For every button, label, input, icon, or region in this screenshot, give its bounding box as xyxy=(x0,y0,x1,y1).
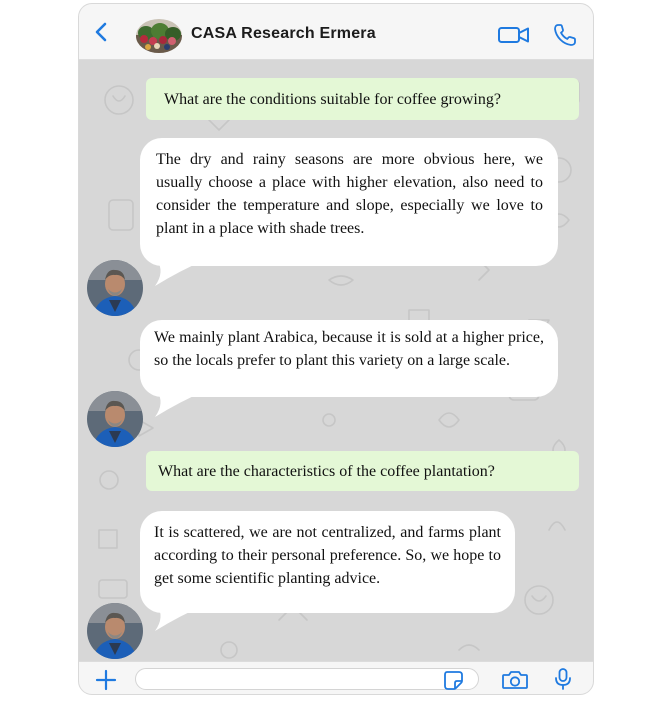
bubble-tail xyxy=(151,391,211,419)
sender-avatar[interactable] xyxy=(87,391,143,447)
camera-icon[interactable] xyxy=(501,670,529,690)
bubble-tail xyxy=(151,605,211,633)
contact-name[interactable]: CASA Research Ermera xyxy=(191,25,376,42)
message-bubble-outgoing[interactable] xyxy=(146,451,579,491)
message-input[interactable] xyxy=(135,668,479,690)
chevron-left-icon[interactable] xyxy=(91,21,113,43)
message-bubble-incoming[interactable] xyxy=(140,320,558,397)
message-bubble-outgoing[interactable] xyxy=(146,78,579,120)
video-camera-icon[interactable] xyxy=(497,24,531,46)
sticker-icon[interactable] xyxy=(443,670,465,690)
sender-avatar[interactable] xyxy=(87,260,143,316)
message-bubble-incoming[interactable] xyxy=(140,138,558,266)
bubble-tail xyxy=(151,260,211,288)
composer-bar xyxy=(79,661,593,695)
chat-header xyxy=(79,4,593,60)
message-text: What are the conditions suitable for coffee growing? xyxy=(164,91,501,108)
phone-icon[interactable] xyxy=(552,22,578,48)
chat-window xyxy=(78,3,594,695)
message-bubble-incoming[interactable] xyxy=(140,511,515,613)
plus-icon[interactable] xyxy=(93,669,119,691)
message-text: The dry and rainy seasons are more obvious here, we usually choose a place with higher elevation, also need to consider the temperature and slope, especially we love to plant in a place with shade trees. xyxy=(156,151,543,237)
message-text: What are the characteristics of the coffee plantation? xyxy=(158,463,495,480)
message-text: It is scattered, we are not centralized, and farms plant according to their personal preference. So, we hope to get some scientific planting advice. xyxy=(154,524,501,587)
microphone-icon[interactable] xyxy=(553,667,573,691)
sender-avatar[interactable] xyxy=(87,603,143,659)
message-text: We mainly plant Arabica, because it is sold at a higher price, so the locals prefer to plant this variety on a large scale. xyxy=(154,329,544,369)
message-list[interactable] xyxy=(79,60,593,661)
group-avatar[interactable] xyxy=(136,19,182,53)
